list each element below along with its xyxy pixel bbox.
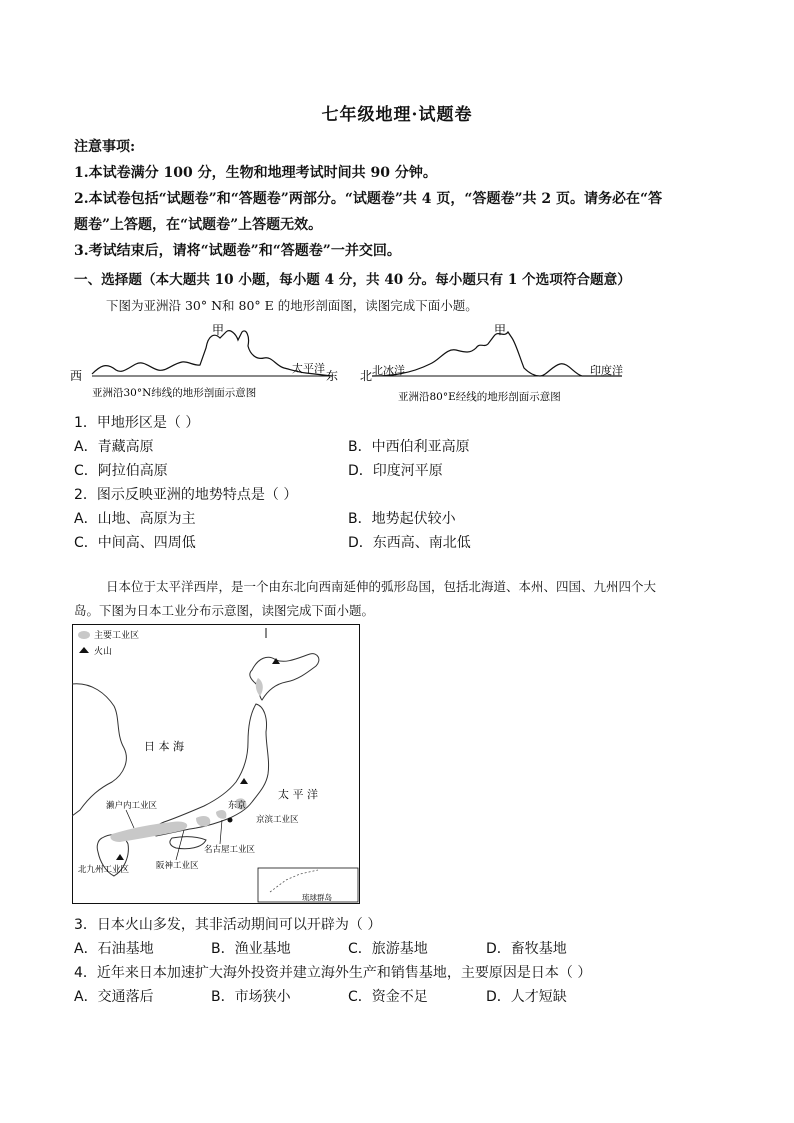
question-4-option-b[interactable]: B．市场狭小: [211, 989, 291, 1005]
legend-volcano-label: 火山: [94, 647, 113, 657]
note-item-2-cont: 题卷”上答题，在“试题卷”上答题无效。: [74, 217, 323, 233]
page-title: 七年级地理·试题卷: [321, 105, 473, 125]
note-item-2: 2.本试卷包括“试题卷”和“答题卷”两部分。“试题卷”共 4 页，“答题卷”共 2 页。请务必在“答: [74, 191, 663, 207]
tokyo-label: 东京: [228, 801, 247, 811]
note-item-3: 3.考试结束后，请将“试题卷”和“答题卷”一并交回。: [74, 243, 401, 259]
indian-label: 印度洋: [590, 364, 623, 377]
question-2-option-b[interactable]: B．地势起伏较小: [348, 511, 456, 527]
keihin-label: 京滨工业区: [256, 815, 299, 825]
question-4-option-c[interactable]: C．资金不足: [348, 989, 428, 1005]
tokyo-marker: [228, 818, 233, 823]
profile-30n-caption: 亚洲沿30°N纬线的地形剖面示意图: [92, 387, 257, 399]
notes-heading: 注意事项:: [74, 139, 136, 155]
intro-japan-line-2: 岛。下图为日本工业分布示意图，读图完成下面小题。: [74, 603, 375, 618]
inset-label: 琉球群岛: [302, 893, 332, 902]
question-3-stem: 3．日本火山多发，其非活动期间可以开辟为（ ）: [74, 917, 382, 933]
peak-label-right: 甲: [494, 323, 507, 337]
peak-label-left: 甲: [212, 323, 225, 337]
legend-industry-label: 主要工业区: [94, 631, 140, 641]
profile-80e-caption: 亚洲沿80°E经线的地形剖面示意图: [398, 391, 561, 403]
question-4-option-a[interactable]: A．交通落后: [74, 989, 154, 1005]
sea-of-japan-label: 日 本 海: [144, 740, 184, 753]
east-label: 东: [326, 369, 339, 383]
setouchi-label: 濑户内工业区: [106, 801, 158, 811]
arctic-label: 北冰洋: [372, 364, 405, 377]
question-2-option-d[interactable]: D．东西高、南北低: [348, 535, 471, 551]
question-3-option-b[interactable]: B．渔业基地: [211, 941, 291, 957]
hanshin-label: 阪神工业区: [156, 861, 199, 871]
question-3-option-a[interactable]: A．石油基地: [74, 941, 154, 957]
question-4-stem: 4．近年来日本加速扩大海外投资并建立海外生产和销售基地，主要原因是日本（ ）: [74, 965, 592, 981]
intro-profiles: 下图为亚洲沿 30° N和 80° E 的地形剖面图，读图完成下面小题。: [106, 298, 478, 313]
pacific-ocean-label: 太 平 洋: [278, 788, 318, 801]
legend-industry-swatch: [78, 631, 90, 639]
question-2-option-a[interactable]: A．山地、高原为主: [74, 511, 196, 527]
question-1-option-c[interactable]: C．阿拉伯高原: [74, 463, 168, 479]
question-2-option-c[interactable]: C．中间高、四周低: [74, 535, 196, 551]
north-label: 北: [360, 369, 373, 383]
kitakyushu-label: 北九州工业区: [78, 865, 130, 875]
section-heading: 一、选择题（本大题共 10 小题，每小题 4 分，共 40 分。每小题只有 1 个选项符合题意）: [74, 272, 631, 288]
question-1-stem: 1．甲地形区是（ ）: [74, 415, 200, 431]
japan-industry-map: [72, 624, 360, 904]
intro-japan-line-1: 日本位于太平洋西岸，是一个由东北向西南延伸的弧形岛国，包括北海道、本州、四国、九州四个大: [106, 579, 657, 594]
nagoya-label: 名古屋工业区: [204, 845, 256, 855]
note-item-1: 1.本试卷满分 100 分，生物和地理考试时间共 90 分钟。: [74, 165, 437, 181]
profile-80e-figure: [360, 318, 640, 404]
question-1-option-d[interactable]: D．印度河平原: [348, 463, 443, 479]
question-3-option-d[interactable]: D．畜牧基地: [486, 941, 567, 957]
question-1-option-a[interactable]: A．青藏高原: [74, 439, 154, 455]
profile-80e-line: [372, 332, 622, 376]
west-label: 西: [70, 369, 83, 383]
profile-30n-figure: [70, 318, 350, 404]
question-4-option-d[interactable]: D．人才短缺: [486, 989, 567, 1005]
question-3-option-c[interactable]: C．旅游基地: [348, 941, 428, 957]
pacific-label-left: 太平洋: [292, 362, 325, 375]
question-1-option-b[interactable]: B．中西伯利亚高原: [348, 439, 470, 455]
map-frame: [73, 625, 360, 904]
question-2-stem: 2．图示反映亚洲的地势特点是（ ）: [74, 487, 298, 503]
